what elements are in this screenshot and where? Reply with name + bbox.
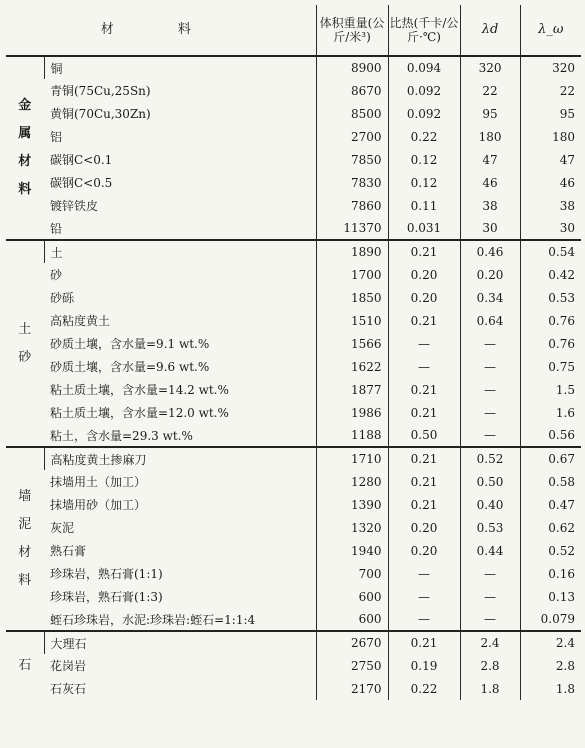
table-row (6, 631, 581, 654)
material-name-cell: 铅 (50, 221, 63, 236)
density-cell: 1280 (316, 470, 388, 493)
table-row (6, 424, 581, 447)
material-name-cell: 蛭石珍珠岩，水泥:珍珠岩:蛭石=1:1:4 (50, 612, 256, 627)
lambda-w-cell: 180 (520, 125, 581, 148)
density-cell: 2700 (316, 125, 388, 148)
density-cell: 700 (316, 562, 388, 585)
table-row (6, 171, 581, 194)
header-lambda-d: λd (460, 5, 520, 56)
lambda-w-cell: 0.53 (520, 286, 581, 309)
density-cell: 1700 (316, 263, 388, 286)
lambda-w-cell: 95 (520, 102, 581, 125)
lambda-w-cell: 0.62 (520, 516, 581, 539)
header-row (6, 5, 581, 56)
specific-heat-cell: 0.092 (388, 79, 460, 102)
lambda-d-cell: 2.8 (460, 654, 520, 677)
material-name-cell: 大理石 (44, 631, 316, 654)
specific-heat-cell: — (388, 562, 460, 585)
lambda-d-cell: 46 (460, 171, 520, 194)
group-label-text: 金属材料 (18, 98, 32, 197)
lambda-d-cell: 0.50 (460, 470, 520, 493)
specific-heat-cell: 0.21 (388, 309, 460, 332)
density-cell: 11370 (316, 217, 388, 240)
density-cell: 8500 (316, 102, 388, 125)
lambda-w-cell: 0.76 (520, 309, 581, 332)
table-row (6, 56, 581, 79)
lambda-w-cell: 46 (520, 171, 581, 194)
lambda-d-cell: 0.53 (460, 516, 520, 539)
material-name-cell: 碳钢C<0.1 (50, 153, 113, 167)
lambda-w-cell: 30 (520, 217, 581, 240)
lambda-w-cell: 0.75 (520, 355, 581, 378)
specific-heat-cell: 0.20 (388, 539, 460, 562)
lambda-d-cell: — (460, 424, 520, 447)
table-row (6, 654, 581, 677)
lambda-d-cell: 0.64 (460, 309, 520, 332)
material-name-cell: 碳钢C<0.5 (50, 176, 113, 190)
density-cell: 1890 (316, 240, 388, 263)
lambda-w-cell: 0.16 (520, 562, 581, 585)
table-body (6, 56, 581, 700)
table-row (6, 263, 581, 286)
table-row (6, 608, 581, 631)
header-density: 体积重量(公斤/米³) (316, 5, 388, 56)
density-cell: 8670 (316, 79, 388, 102)
material-name-cell: 灰泥 (50, 521, 75, 535)
specific-heat-cell: 0.12 (388, 148, 460, 171)
lambda-w-cell: 0.54 (520, 240, 581, 263)
density-cell: 1877 (316, 378, 388, 401)
lambda-d-cell: — (460, 585, 520, 608)
table-row (6, 378, 581, 401)
specific-heat-cell: 0.12 (388, 171, 460, 194)
lambda-w-cell: 0.42 (520, 263, 581, 286)
specific-heat-cell: 0.19 (388, 654, 460, 677)
material-name-cell: 砂质土壤，含水量=9.1 wt.% (50, 337, 210, 351)
density-cell: 1390 (316, 493, 388, 516)
table-row (6, 677, 581, 700)
lambda-d-cell: 38 (460, 194, 520, 217)
specific-heat-cell: 0.20 (388, 516, 460, 539)
lambda-d-cell: — (460, 355, 520, 378)
material-name-cell: 粘土质土壤，含水量=12.0 wt.% (50, 406, 229, 420)
material-name-cell: 抹墙用土（加工） (50, 475, 147, 489)
material-name-cell: 高粘度黄土掺麻刀 (44, 447, 316, 470)
table-row (6, 470, 581, 493)
specific-heat-cell: 0.21 (388, 493, 460, 516)
specific-heat-cell: — (388, 608, 460, 631)
lambda-d-cell: 0.20 (460, 263, 520, 286)
density-cell: 2670 (316, 631, 388, 654)
density-cell: 7830 (316, 171, 388, 194)
density-cell: 1188 (316, 424, 388, 447)
specific-heat-cell: 0.11 (388, 194, 460, 217)
specific-heat-cell: 0.21 (388, 240, 460, 263)
lambda-w-cell: 0.079 (520, 608, 581, 631)
table-row (6, 562, 581, 585)
lambda-w-cell: 0.76 (520, 332, 581, 355)
material-name-cell: 高粘度黄土 (50, 314, 111, 328)
table-row (6, 194, 581, 217)
specific-heat-cell: 0.031 (388, 217, 460, 240)
lambda-d-cell: 47 (460, 148, 520, 171)
material-name-cell: 镀锌铁皮 (50, 199, 99, 213)
table-row (6, 332, 581, 355)
density-cell: 1510 (316, 309, 388, 332)
group-label-text: 墙泥材料 (18, 489, 32, 588)
material-name-cell: 花岗岩 (50, 659, 87, 673)
lambda-d-cell: 0.34 (460, 286, 520, 309)
table-row (6, 217, 581, 240)
material-name-cell: 铜 (44, 56, 316, 79)
material-name-cell: 石灰石 (50, 682, 87, 696)
density-cell: 1986 (316, 401, 388, 424)
density-cell: 1622 (316, 355, 388, 378)
table-row (6, 125, 581, 148)
density-cell: 600 (316, 585, 388, 608)
material-name-cell: 铝 (50, 130, 63, 144)
specific-heat-cell: 0.21 (388, 631, 460, 654)
material-properties-table (6, 5, 581, 700)
lambda-d-cell: 0.40 (460, 493, 520, 516)
header-specific-heat: 比热(千卡/公斤·℃) (388, 5, 460, 56)
material-name-cell: 粘土，含水量=29.3 wt.% (50, 428, 193, 443)
lambda-w-cell: 0.58 (520, 470, 581, 493)
table-row (6, 148, 581, 171)
specific-heat-cell: 0.20 (388, 263, 460, 286)
specific-heat-cell: — (388, 585, 460, 608)
lambda-w-cell: 0.47 (520, 493, 581, 516)
density-cell: 1566 (316, 332, 388, 355)
specific-heat-cell: 0.094 (388, 56, 460, 79)
table-row (6, 516, 581, 539)
lambda-d-cell: — (460, 562, 520, 585)
material-name-cell: 黄铜(70Cu,30Zn) (50, 107, 151, 121)
lambda-d-cell: 0.52 (460, 447, 520, 470)
lambda-w-cell: 0.13 (520, 585, 581, 608)
lambda-d-cell: — (460, 332, 520, 355)
group-label (6, 631, 44, 700)
table-row (6, 355, 581, 378)
table-row (6, 493, 581, 516)
lambda-d-cell: — (460, 608, 520, 631)
table-row (6, 102, 581, 125)
lambda-d-cell: 0.44 (460, 539, 520, 562)
specific-heat-cell: — (388, 332, 460, 355)
group-label (6, 447, 44, 631)
material-name-cell: 粘土质土壤，含水量=14.2 wt.% (50, 383, 229, 397)
specific-heat-cell: 0.092 (388, 102, 460, 125)
group-label-text: 土砂 (18, 321, 32, 365)
specific-heat-cell: 0.21 (388, 378, 460, 401)
table-row (6, 79, 581, 102)
material-name-cell: 青铜(75Cu,25Sn) (50, 84, 151, 98)
lambda-d-cell: — (460, 401, 520, 424)
material-name-cell: 熟石膏 (50, 544, 87, 558)
lambda-d-cell: 320 (460, 56, 520, 79)
specific-heat-cell: 0.22 (388, 677, 460, 700)
specific-heat-cell: 0.21 (388, 470, 460, 493)
lambda-w-cell: 2.4 (520, 631, 581, 654)
specific-heat-cell: — (388, 355, 460, 378)
specific-heat-cell: 0.22 (388, 125, 460, 148)
specific-heat-cell: 0.20 (388, 286, 460, 309)
header-material: 材 料 (6, 5, 316, 56)
lambda-d-cell: 22 (460, 79, 520, 102)
material-name-cell: 珍珠岩，熟石膏(1:1) (50, 567, 163, 581)
lambda-d-cell: 95 (460, 102, 520, 125)
lambda-w-cell: 1.5 (520, 378, 581, 401)
table-row (6, 401, 581, 424)
table-row (6, 585, 581, 608)
group-label-text: 石 (18, 658, 32, 673)
lambda-w-cell: 2.8 (520, 654, 581, 677)
density-cell: 600 (316, 608, 388, 631)
table-row (6, 539, 581, 562)
lambda-w-cell: 0.52 (520, 539, 581, 562)
table-row (6, 286, 581, 309)
lambda-w-cell: 38 (520, 194, 581, 217)
lambda-w-cell: 47 (520, 148, 581, 171)
lambda-d-cell: 30 (460, 217, 520, 240)
group-label (6, 56, 44, 240)
density-cell: 1320 (316, 516, 388, 539)
material-name-cell: 土 (44, 240, 316, 263)
lambda-w-cell: 22 (520, 79, 581, 102)
lambda-d-cell: 180 (460, 125, 520, 148)
lambda-w-cell: 320 (520, 56, 581, 79)
density-cell: 1940 (316, 539, 388, 562)
lambda-d-cell: 2.4 (460, 631, 520, 654)
density-cell: 7850 (316, 148, 388, 171)
material-name-cell: 砂 (50, 268, 63, 282)
lambda-d-cell: 1.8 (460, 677, 520, 700)
group-label (6, 240, 44, 447)
header-lambda-w: λ_ω (520, 5, 581, 56)
density-cell: 8900 (316, 56, 388, 79)
density-cell: 7860 (316, 194, 388, 217)
table-row (6, 240, 581, 263)
specific-heat-cell: 0.50 (388, 424, 460, 447)
material-name-cell: 砂质土壤，含水量=9.6 wt.% (50, 360, 210, 374)
specific-heat-cell: 0.21 (388, 447, 460, 470)
material-name-cell: 抹墙用砂（加工） (50, 498, 147, 512)
lambda-d-cell: 0.46 (460, 240, 520, 263)
density-cell: 2170 (316, 677, 388, 700)
lambda-w-cell: 1.6 (520, 401, 581, 424)
lambda-w-cell: 1.8 (520, 677, 581, 700)
lambda-w-cell: 0.67 (520, 447, 581, 470)
table-row (6, 447, 581, 470)
material-name-cell: 珍珠岩，熟石膏(1:3) (50, 590, 163, 604)
density-cell: 1850 (316, 286, 388, 309)
specific-heat-cell: 0.21 (388, 401, 460, 424)
density-cell: 2750 (316, 654, 388, 677)
table-row (6, 309, 581, 332)
lambda-d-cell: — (460, 378, 520, 401)
lambda-w-cell: 0.56 (520, 424, 581, 447)
density-cell: 1710 (316, 447, 388, 470)
material-name-cell: 砂砾 (50, 291, 75, 305)
